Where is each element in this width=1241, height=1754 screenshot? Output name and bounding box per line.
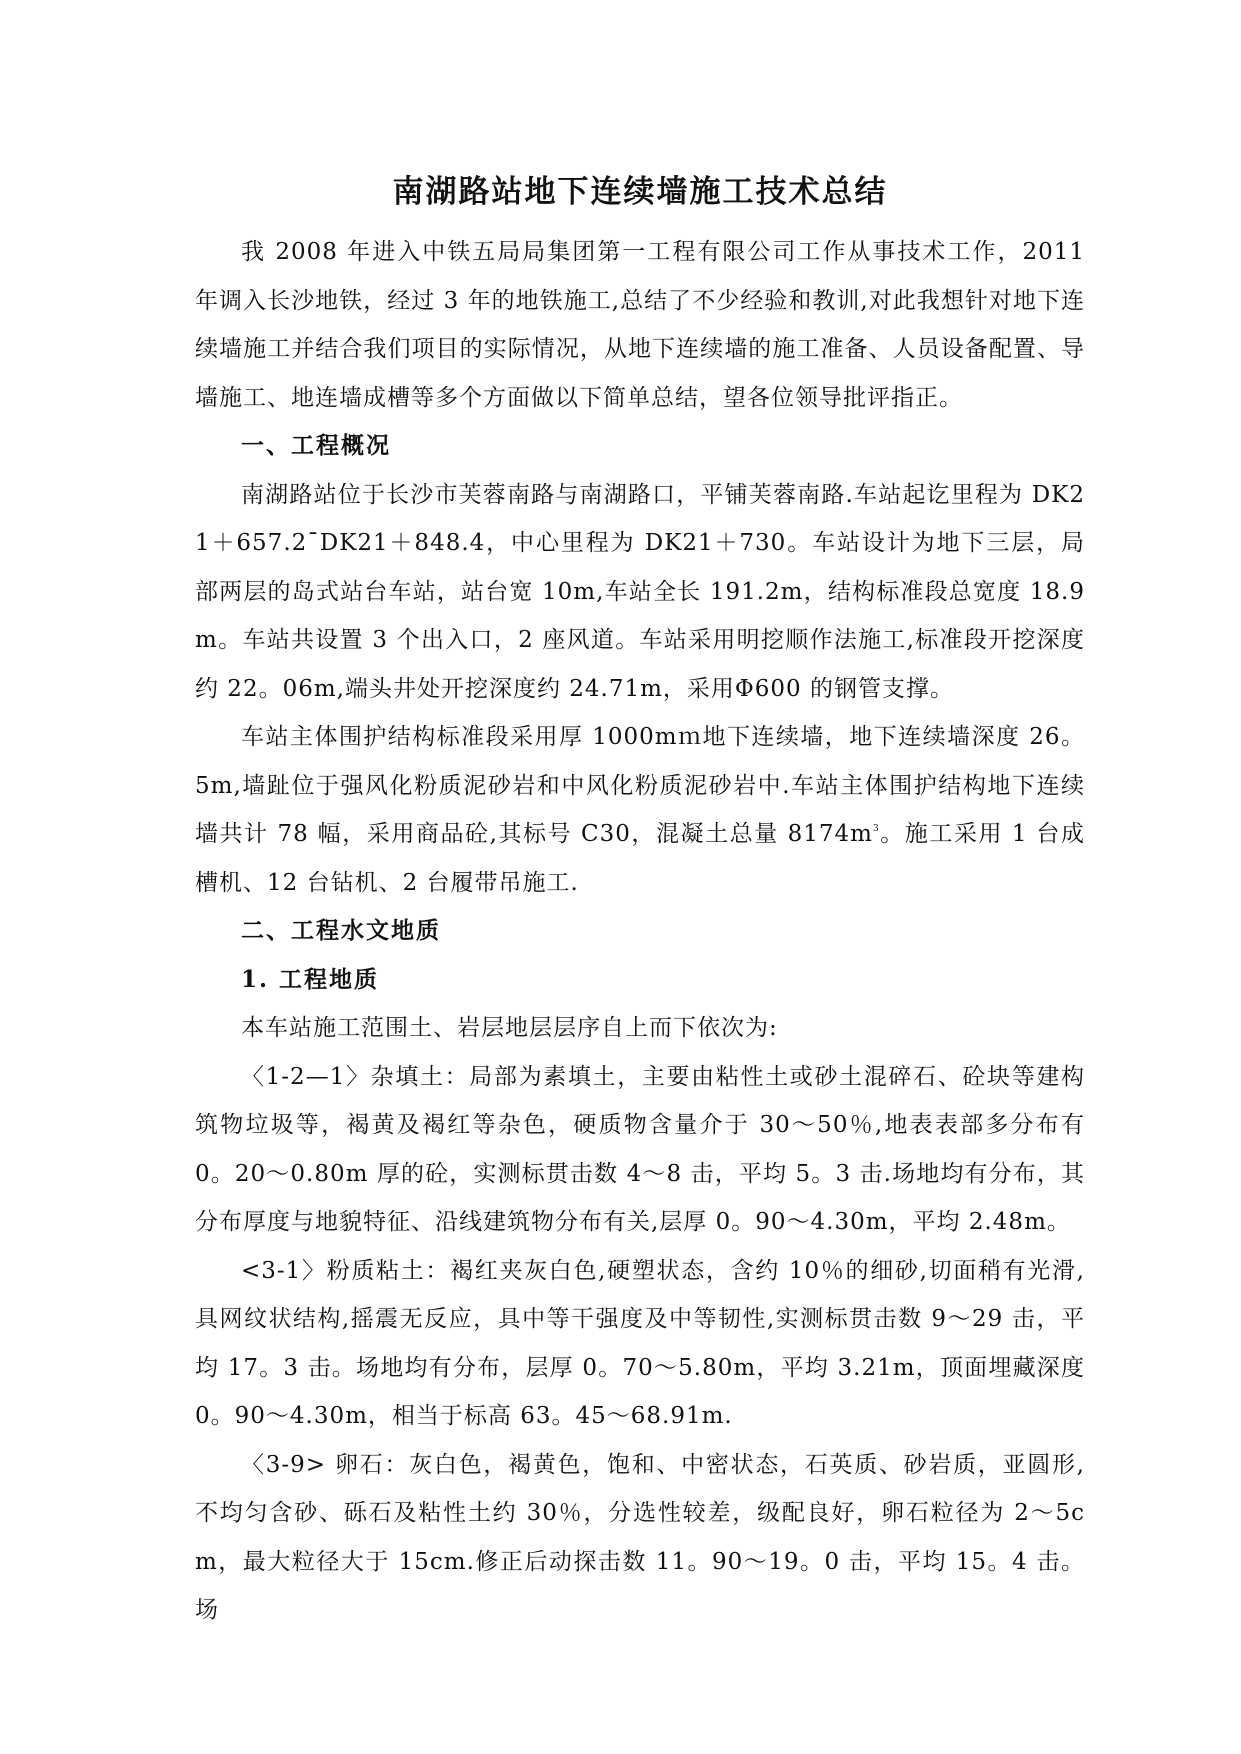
overview-paragraph-2-tail: 。施工采用 1 台成槽机、12 台钻机、2 台履带吊施工. — [195, 821, 1085, 896]
superscript-3: 3 — [872, 824, 880, 834]
overview-paragraph-1: 南湖路站位于长沙市芙蓉南路与南湖路口，平铺芙蓉南路.车站起讫里程为 DK21＋657.2¯DK21＋848.4，中心里程为 DK21＋730。车站设计为地下三层，局部两层的岛式站台车站，站台宽 10m,车站全长 191.2m，结构标准段总宽度 18.9m。车站共设置 3 个出入口，2 座风道。车站采用明挖顺作法施工,标准段开挖深度约 22。06m,端头井处开挖深度约 24.71m，采用Φ600 的钢管支撑。 — [195, 481, 1085, 702]
section-heading-overview: 一、工程概况 — [241, 432, 391, 459]
overview-paragraph-2 — [195, 713, 1085, 907]
section-heading-geology: 二、工程水文地质 — [241, 917, 441, 944]
layer-pebble: 〈3-9> 卵石：灰白色，褐黄色，饱和、中密状态，石英质、砂岩质，亚圆形,不均匀含砂、砾石及粘性土约 30％，分选性较差，级配良好，卵石粒径为 2～5cm，最大粒径大于 15cm.修正后动探击数 11。90～19。0 击，平均 15。4 击。场 — [195, 1451, 1085, 1623]
overview-paragraph-2-text: 车站主体围护结构标准段采用厚 1000mｍ地下连续墙，地下连续墙深度 26。5m,墙趾位于强风化粉质泥砂岩和中风化粉质泥砂岩中.车站主体围护结构地下连续墙共计 78 幅，采用商品砼,其标号 C30，混凝土总量 8174m — [195, 724, 1085, 847]
subsection-heading-engineering-geology: 1. 工程地质 — [241, 965, 380, 993]
document-title: 南湖路站地下连续墙施工技术总结 — [392, 174, 888, 210]
layer-silty-clay: <3-1〉粉质粘土：褐红夹灰白色,硬塑状态，含约 10％的细砂,切面稍有光滑,具网纹状结构,摇震无反应，具中等干强度及中等韧性,实测标贯击数 9～29 击，平均 17。3 击。场地均有分布，层厚 0。70～5.80m，平均 3.21m，顶面埋藏深度 0。90～4.30m，相当于标高 63。45～68.91m. — [195, 1257, 1085, 1429]
geology-intro: 本车站施工范围土、岩层地层层序自上而下依次为: — [241, 1015, 778, 1041]
document-body — [195, 170, 1085, 1635]
layer-fill-soil: 〈1-2—1〉杂填土：局部为素填土，主要由粘性土或砂土混碎石、砼块等建构筑物垃圾等，褐黄及褐红等杂色，硬质物含量介于 30～50％,地表表部多分布有 0。20～0.80m 厚的砼，实测标贯击数 4～8 击，平均 5。3 击.场地均有分布，其分布厚度与地貌特征、沿线建筑物分布有关,层厚 0。90～4.30m，平均 2.48m。 — [195, 1063, 1085, 1235]
intro-paragraph: 我 2008 年进入中铁五局局集团第一工程有限公司工作从事技术工作，2011 年调入长沙地铁，经过 3 年的地铁施工,总结了不少经验和教训,对此我想针对地下连续墙施工并结合我们项目的实际情况，从地下连续墙的施工准备、人员设备配置、导墙施工、地连墙成槽等多个方面做以下简单总结，望各位领导批评指正。 — [195, 239, 1085, 411]
